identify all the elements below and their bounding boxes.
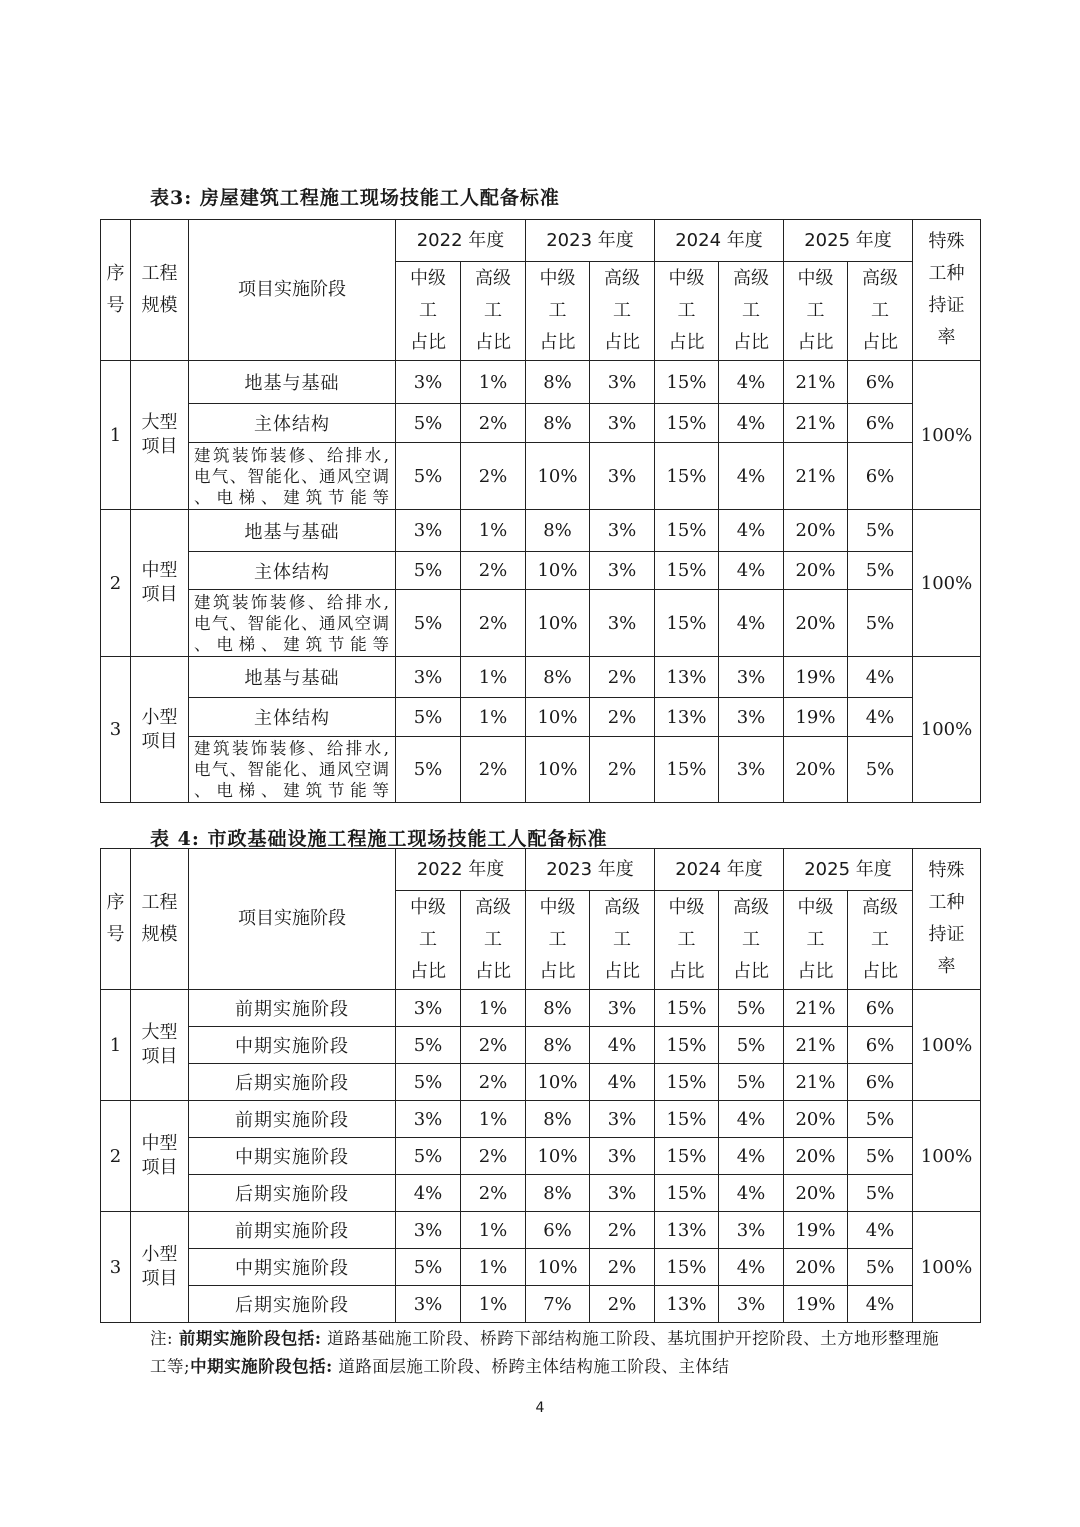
table-row: [101, 1249, 981, 1286]
row-value: 4%: [719, 510, 784, 552]
row-value: 15%: [655, 552, 719, 590]
row-no: 2: [101, 1101, 131, 1212]
row-value: 20%: [784, 1175, 848, 1212]
row-value: 2%: [590, 657, 655, 698]
footnote: [150, 1325, 940, 1381]
table-row: [101, 552, 981, 590]
header-high: 高级 工 占比: [719, 262, 784, 361]
header-mid: 中级 工 占比: [396, 891, 461, 990]
row-value: 2%: [461, 1138, 526, 1175]
header-high: 高级 工 占比: [848, 262, 913, 361]
row-value: 3%: [590, 590, 655, 657]
header-mid: 中级 工 占比: [396, 262, 461, 361]
row-value: 3%: [719, 698, 784, 737]
row-value: 3%: [396, 1286, 461, 1323]
header-year: 2025 年度: [784, 220, 913, 262]
row-stage: 前期实施阶段: [189, 990, 396, 1027]
row-value: 10%: [526, 1249, 590, 1286]
row-value: 2%: [461, 737, 526, 803]
row-value: 6%: [848, 361, 913, 404]
row-value: 3%: [590, 1138, 655, 1175]
row-value: 3%: [396, 1101, 461, 1138]
row-value: 15%: [655, 443, 719, 510]
row-value: 5%: [848, 1138, 913, 1175]
table3: [100, 219, 981, 803]
row-value: 8%: [526, 510, 590, 552]
row-value: 13%: [655, 1286, 719, 1323]
row-value: 10%: [526, 552, 590, 590]
row-special-rate: 100%: [913, 657, 981, 803]
row-value: 8%: [526, 1027, 590, 1064]
header-mid: 中级 工 占比: [655, 891, 719, 990]
note-text-2: 道路面层施工阶段、桥跨主体结构施工阶段、主体结: [332, 1357, 730, 1376]
row-value: 5%: [848, 552, 913, 590]
row-special-rate: 100%: [913, 1101, 981, 1212]
row-scale: 小型 项目: [131, 657, 189, 803]
row-value: 21%: [784, 1064, 848, 1101]
row-value: 2%: [461, 1027, 526, 1064]
row-value: 8%: [526, 657, 590, 698]
row-value: 8%: [526, 990, 590, 1027]
row-value: 10%: [526, 1138, 590, 1175]
row-value: 1%: [461, 1101, 526, 1138]
row-value: 5%: [848, 1175, 913, 1212]
row-value: 3%: [590, 990, 655, 1027]
row-value: 5%: [848, 1249, 913, 1286]
row-stage: 建筑装饰装修、给排水, 电气、智能化、通风空调 、电梯、建筑节能等: [189, 737, 396, 803]
header-high: 高级 工 占比: [461, 262, 526, 361]
header-high: 高级 工 占比: [590, 262, 655, 361]
header-mid: 中级 工 占比: [526, 891, 590, 990]
row-value: 3%: [590, 404, 655, 443]
row-value: 3%: [396, 361, 461, 404]
row-special-rate: 100%: [913, 510, 981, 657]
header-no: 序 号: [101, 849, 131, 990]
row-value: 20%: [784, 1138, 848, 1175]
table-row: [101, 1064, 981, 1101]
row-value: 1%: [461, 1286, 526, 1323]
row-value: 2%: [461, 590, 526, 657]
table-row: [101, 404, 981, 443]
row-value: 15%: [655, 1249, 719, 1286]
header-year: 2024 年度: [655, 220, 784, 262]
table4: [100, 848, 981, 1323]
row-value: 3%: [719, 657, 784, 698]
note-text-1: 道路基础施工阶段、桥跨下部结构施工阶段、基坑围护开挖阶段、土方地形整理施工等;: [150, 1329, 940, 1376]
row-scale: 大型 项目: [131, 361, 189, 510]
table-row: [101, 1212, 981, 1249]
row-value: 3%: [719, 1286, 784, 1323]
row-value: 5%: [396, 443, 461, 510]
table-row: [101, 990, 981, 1027]
note-bold-2: 中期实施阶段包括:: [190, 1357, 333, 1376]
row-value: 15%: [655, 1027, 719, 1064]
row-value: 4%: [848, 1286, 913, 1323]
row-stage: 前期实施阶段: [189, 1101, 396, 1138]
header-no: 序 号: [101, 220, 131, 361]
row-value: 5%: [848, 737, 913, 803]
row-value: 3%: [590, 361, 655, 404]
row-no: 1: [101, 361, 131, 510]
row-value: 5%: [396, 737, 461, 803]
table-row: [101, 1101, 981, 1138]
row-value: 3%: [590, 510, 655, 552]
row-value: 20%: [784, 552, 848, 590]
row-value: 20%: [784, 737, 848, 803]
header-year: 2025 年度: [784, 849, 913, 891]
row-value: 7%: [526, 1286, 590, 1323]
row-stage: 后期实施阶段: [189, 1175, 396, 1212]
row-stage: 地基与基础: [189, 361, 396, 404]
row-value: 4%: [848, 698, 913, 737]
header-stage: 项目实施阶段: [189, 849, 396, 990]
note-prefix: 注:: [150, 1329, 179, 1348]
row-value: 6%: [848, 404, 913, 443]
row-scale: 大型 项目: [131, 990, 189, 1101]
row-stage: 中期实施阶段: [189, 1027, 396, 1064]
row-value: 15%: [655, 404, 719, 443]
row-value: 2%: [461, 1064, 526, 1101]
row-value: 20%: [784, 510, 848, 552]
row-value: 21%: [784, 404, 848, 443]
row-value: 6%: [526, 1212, 590, 1249]
row-value: 4%: [848, 657, 913, 698]
row-value: 2%: [590, 737, 655, 803]
row-value: 15%: [655, 1175, 719, 1212]
row-stage: 后期实施阶段: [189, 1286, 396, 1323]
row-value: 4%: [590, 1027, 655, 1064]
row-special-rate: 100%: [913, 1212, 981, 1323]
row-value: 13%: [655, 1212, 719, 1249]
row-value: 20%: [784, 590, 848, 657]
row-value: 19%: [784, 657, 848, 698]
row-value: 1%: [461, 1249, 526, 1286]
row-value: 5%: [719, 990, 784, 1027]
row-stage: 主体结构: [189, 404, 396, 443]
header-high: 高级 工 占比: [848, 891, 913, 990]
row-value: 4%: [396, 1175, 461, 1212]
row-stage: 前期实施阶段: [189, 1212, 396, 1249]
table-row: [101, 1027, 981, 1064]
header-scale: 工程 规模: [131, 849, 189, 990]
row-value: 4%: [719, 1249, 784, 1286]
row-value: 20%: [784, 1101, 848, 1138]
row-value: 2%: [590, 1286, 655, 1323]
row-value: 4%: [719, 1175, 784, 1212]
row-value: 15%: [655, 1064, 719, 1101]
row-stage: 中期实施阶段: [189, 1138, 396, 1175]
row-value: 5%: [396, 1027, 461, 1064]
header-year: 2024 年度: [655, 849, 784, 891]
row-value: 1%: [461, 657, 526, 698]
table4-caption: 表 4: 市政基础设施工程施工现场技能工人配备标准: [150, 828, 608, 850]
row-value: 3%: [396, 657, 461, 698]
row-value: 4%: [719, 443, 784, 510]
table-row: [101, 361, 981, 404]
row-value: 3%: [719, 1212, 784, 1249]
row-value: 10%: [526, 698, 590, 737]
row-value: 3%: [719, 737, 784, 803]
table-row: [101, 443, 981, 510]
header-special: 特殊 工种 持证 率: [913, 220, 981, 361]
row-value: 5%: [396, 552, 461, 590]
row-stage: 主体结构: [189, 698, 396, 737]
row-value: 2%: [461, 1175, 526, 1212]
row-value: 8%: [526, 404, 590, 443]
table-row: [101, 590, 981, 657]
row-value: 1%: [461, 361, 526, 404]
row-value: 4%: [590, 1064, 655, 1101]
table-row: [101, 698, 981, 737]
row-value: 3%: [396, 990, 461, 1027]
table-row: [101, 510, 981, 552]
header-high: 高级 工 占比: [719, 891, 784, 990]
row-value: 21%: [784, 443, 848, 510]
row-value: 5%: [848, 510, 913, 552]
row-value: 5%: [719, 1064, 784, 1101]
row-value: 10%: [526, 737, 590, 803]
table-row: [101, 1286, 981, 1323]
row-special-rate: 100%: [913, 361, 981, 510]
header-year: 2023 年度: [526, 849, 655, 891]
table-row: [101, 1175, 981, 1212]
row-value: 5%: [396, 1138, 461, 1175]
header-mid: 中级 工 占比: [784, 891, 848, 990]
row-value: 15%: [655, 1138, 719, 1175]
row-value: 5%: [848, 590, 913, 657]
row-value: 10%: [526, 590, 590, 657]
header-mid: 中级 工 占比: [526, 262, 590, 361]
row-value: 4%: [848, 1212, 913, 1249]
row-value: 2%: [461, 552, 526, 590]
table-row: [101, 1138, 981, 1175]
row-value: 19%: [784, 1212, 848, 1249]
row-value: 21%: [784, 1027, 848, 1064]
row-stage: 建筑装饰装修、给排水, 电气、智能化、通风空调 、电梯、建筑节能等: [189, 443, 396, 510]
row-stage: 建筑装饰装修、给排水, 电气、智能化、通风空调 、电梯、建筑节能等: [189, 590, 396, 657]
row-value: 10%: [526, 1064, 590, 1101]
header-year: 2022 年度: [396, 849, 526, 891]
row-value: 5%: [396, 1064, 461, 1101]
row-value: 2%: [461, 443, 526, 510]
row-value: 8%: [526, 1101, 590, 1138]
row-value: 2%: [590, 1212, 655, 1249]
row-value: 5%: [396, 1249, 461, 1286]
row-value: 4%: [719, 361, 784, 404]
row-no: 1: [101, 990, 131, 1101]
table-row: [101, 737, 981, 803]
table3-caption: 表3: 房屋建筑工程施工现场技能工人配备标准: [150, 187, 560, 209]
row-no: 2: [101, 510, 131, 657]
row-value: 15%: [655, 361, 719, 404]
row-value: 4%: [719, 590, 784, 657]
row-value: 3%: [396, 1212, 461, 1249]
row-value: 10%: [526, 443, 590, 510]
header-mid: 中级 工 占比: [784, 262, 848, 361]
row-value: 19%: [784, 1286, 848, 1323]
header-scale: 工程 规模: [131, 220, 189, 361]
row-value: 21%: [784, 361, 848, 404]
row-value: 8%: [526, 361, 590, 404]
header-year: 2023 年度: [526, 220, 655, 262]
row-value: 5%: [396, 404, 461, 443]
row-scale: 中型 项目: [131, 510, 189, 657]
row-value: 4%: [719, 1101, 784, 1138]
row-stage: 地基与基础: [189, 510, 396, 552]
row-value: 6%: [848, 1027, 913, 1064]
page-number: 4: [535, 1400, 545, 1416]
table-row: [101, 657, 981, 698]
header-high: 高级 工 占比: [461, 891, 526, 990]
row-value: 2%: [590, 1249, 655, 1286]
row-value: 5%: [396, 698, 461, 737]
row-no: 3: [101, 1212, 131, 1323]
row-value: 6%: [848, 990, 913, 1027]
header-high: 高级 工 占比: [590, 891, 655, 990]
row-value: 3%: [590, 443, 655, 510]
row-value: 1%: [461, 1212, 526, 1249]
row-value: 5%: [396, 590, 461, 657]
row-scale: 中型 项目: [131, 1101, 189, 1212]
row-value: 4%: [719, 552, 784, 590]
row-value: 15%: [655, 990, 719, 1027]
row-value: 6%: [848, 443, 913, 510]
row-stage: 后期实施阶段: [189, 1064, 396, 1101]
row-stage: 地基与基础: [189, 657, 396, 698]
row-value: 3%: [590, 1175, 655, 1212]
header-mid: 中级 工 占比: [655, 262, 719, 361]
row-special-rate: 100%: [913, 990, 981, 1101]
row-value: 20%: [784, 1249, 848, 1286]
note-bold-1: 前期实施阶段包括:: [178, 1329, 322, 1348]
row-value: 3%: [590, 1101, 655, 1138]
row-value: 3%: [590, 552, 655, 590]
row-value: 4%: [719, 1138, 784, 1175]
row-value: 13%: [655, 657, 719, 698]
row-value: 3%: [396, 510, 461, 552]
row-no: 3: [101, 657, 131, 803]
row-value: 1%: [461, 990, 526, 1027]
row-value: 15%: [655, 737, 719, 803]
row-value: 8%: [526, 1175, 590, 1212]
row-value: 5%: [848, 1101, 913, 1138]
header-stage: 项目实施阶段: [189, 220, 396, 361]
row-value: 15%: [655, 1101, 719, 1138]
header-year: 2022 年度: [396, 220, 526, 262]
row-value: 5%: [719, 1027, 784, 1064]
row-value: 2%: [590, 698, 655, 737]
row-value: 1%: [461, 510, 526, 552]
row-value: 13%: [655, 698, 719, 737]
row-value: 15%: [655, 590, 719, 657]
row-value: 15%: [655, 510, 719, 552]
row-value: 19%: [784, 698, 848, 737]
row-value: 1%: [461, 698, 526, 737]
row-value: 6%: [848, 1064, 913, 1101]
row-stage: 主体结构: [189, 552, 396, 590]
row-value: 2%: [461, 404, 526, 443]
row-stage: 中期实施阶段: [189, 1249, 396, 1286]
header-special: 特殊 工种 持证 率: [913, 849, 981, 990]
row-value: 21%: [784, 990, 848, 1027]
row-value: 4%: [719, 404, 784, 443]
row-scale: 小型 项目: [131, 1212, 189, 1323]
